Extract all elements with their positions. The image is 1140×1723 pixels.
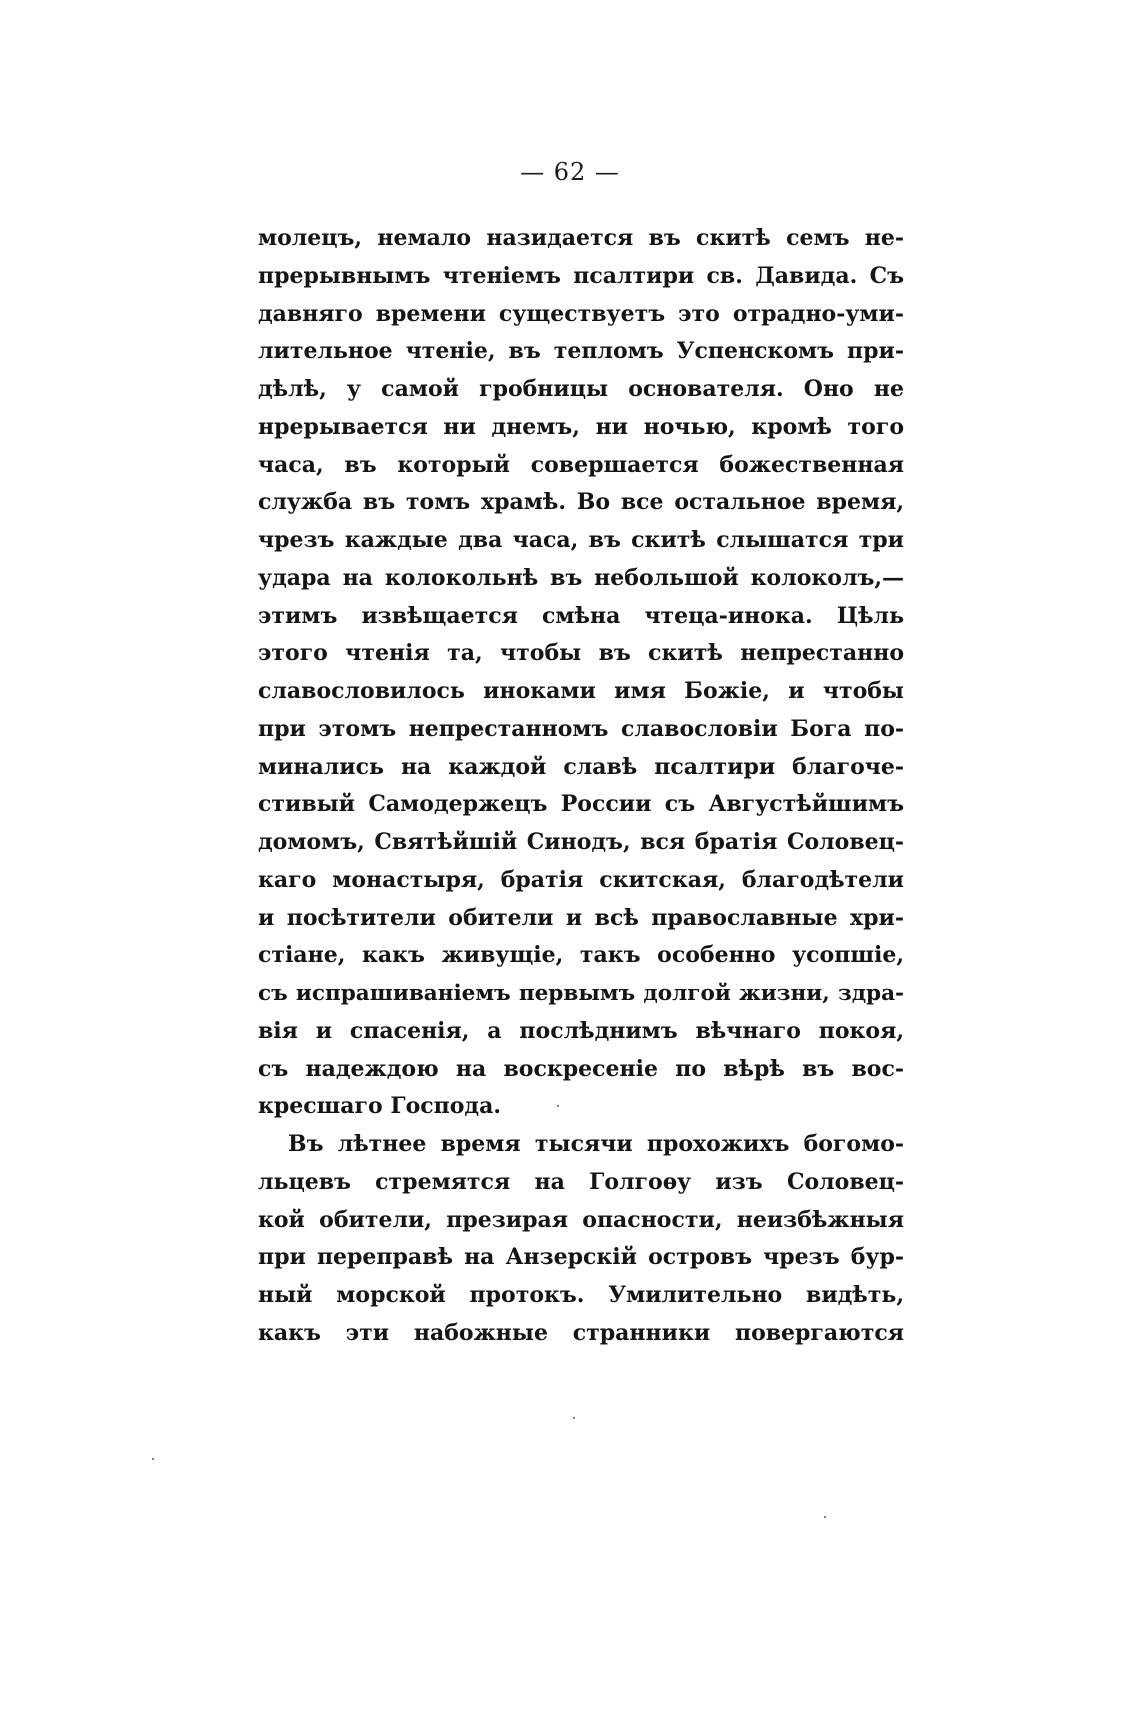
text-line: и посѣтители обители и всѣ православные хри-	[258, 904, 904, 931]
page-number: — 62 —	[520, 158, 620, 186]
text-line: прерывнымъ чтеніемъ псалтири св. Давида. Съ	[258, 262, 904, 289]
text-line: льцевъ стремятся на Голгоѳу изъ Соловец-	[258, 1168, 904, 1195]
paragraph-1	[258, 220, 904, 1126]
text-line: удара на колокольнѣ въ небольшой колоколъ,—	[258, 564, 904, 591]
text-line: съ надеждою на воскресеніе по вѣрѣ въ вос-	[258, 1055, 904, 1082]
text-line: лительное чтеніе, въ тепломъ Успенскомъ при-	[258, 338, 904, 365]
text-line: дѣлѣ, у самой гробницы основателя. Оно не	[258, 376, 904, 402]
text-line: славословилось иноками имя Божіе, и чтобы	[258, 678, 904, 704]
text-line: минались на каждой славѣ псалтири благоче-	[258, 753, 904, 780]
text-line: нрерывается ни днемъ, ни ночью, кромѣ того	[258, 413, 904, 440]
text-line: вія и спасенія, а послѣднимъ вѣчнаго покоя,	[258, 1017, 904, 1044]
scan-speck	[152, 1458, 154, 1460]
text-line: давняго времени существуетъ это отрадно-уми-	[258, 300, 904, 327]
text-line: при этомъ непрестанномъ славословіи Бога по-	[258, 715, 904, 742]
scan-speck	[824, 1516, 826, 1518]
text-line: Въ лѣтнее время тысячи прохожихъ богомо-	[288, 1131, 904, 1157]
scan-speck	[557, 1105, 559, 1107]
text-line: кресшаго Господа.	[258, 1093, 501, 1120]
text-line: съ испрашиваніемъ первымъ долгой жизни, здра-	[258, 981, 904, 1006]
text-line: домомъ, Святѣйшій Синодъ, вся братія Соловец-	[258, 829, 904, 855]
text-line: чрезъ каждые два часа, въ скитѣ слышатся три	[258, 527, 904, 553]
text-line: молецъ, немало назидается въ скитѣ семъ не-	[258, 225, 904, 251]
body-text	[258, 220, 904, 1353]
text-line: этого чтенія та, чтобы въ скитѣ непрестанно	[258, 640, 904, 667]
text-line: стіане, какъ живущіе, такъ особенно усопшіе,	[258, 942, 904, 969]
text-line: служба въ томъ храмѣ. Во все остальное время,	[258, 489, 904, 516]
text-line: при переправѣ на Анзерскій островъ чрезъ бур-	[258, 1244, 904, 1271]
text-line: часа, въ который совершается божественная	[258, 451, 904, 478]
text-line: какъ эти набожные странники повергаются	[258, 1319, 904, 1346]
text-line: этимъ извѣщается смѣна чтеца-инока. Цѣль	[258, 602, 904, 629]
paragraph-2	[258, 1126, 904, 1353]
scan-speck	[573, 1417, 575, 1419]
text-line: ный морской протокъ. Умилительно видѣть,	[258, 1282, 904, 1308]
text-line: кой обители, презирая опасности, неизбѣжныя	[258, 1206, 904, 1233]
text-line: каго монастыря, братія скитская, благодѣтели	[258, 866, 904, 893]
text-line: стивый Самодержецъ России съ Августѣйшимъ	[258, 791, 904, 818]
